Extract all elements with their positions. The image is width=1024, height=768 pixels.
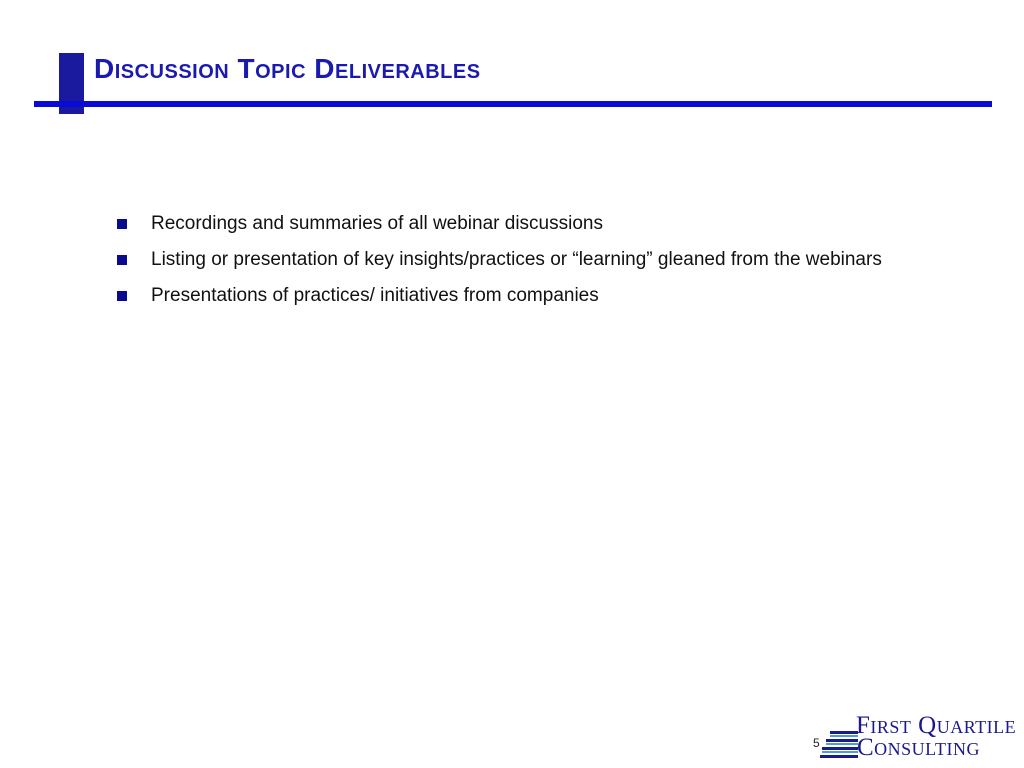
logo-text-line2: Consulting <box>857 734 981 761</box>
bullet-text: Listing or presentation of key insights/practices or “learning” gleaned from the webinars <box>151 249 882 270</box>
bullet-item <box>113 246 953 273</box>
title-underline-rule <box>34 101 992 107</box>
square-bullet-icon <box>117 291 127 301</box>
company-logo <box>820 713 1020 761</box>
bullet-list <box>113 210 953 318</box>
slide-title: Discussion Topic Deliverables <box>94 53 481 84</box>
page-number: 5 <box>813 736 820 750</box>
bullet-item <box>113 282 953 309</box>
square-bullet-icon <box>117 255 127 265</box>
square-bullet-icon <box>117 219 127 229</box>
bullet-text: Recordings and summaries of all webinar discussions <box>151 213 603 234</box>
logo-text-line1: First Quartile <box>856 712 1017 739</box>
bullet-text: Presentations of practices/ initiatives from companies <box>151 285 599 306</box>
bullet-item <box>113 210 953 237</box>
